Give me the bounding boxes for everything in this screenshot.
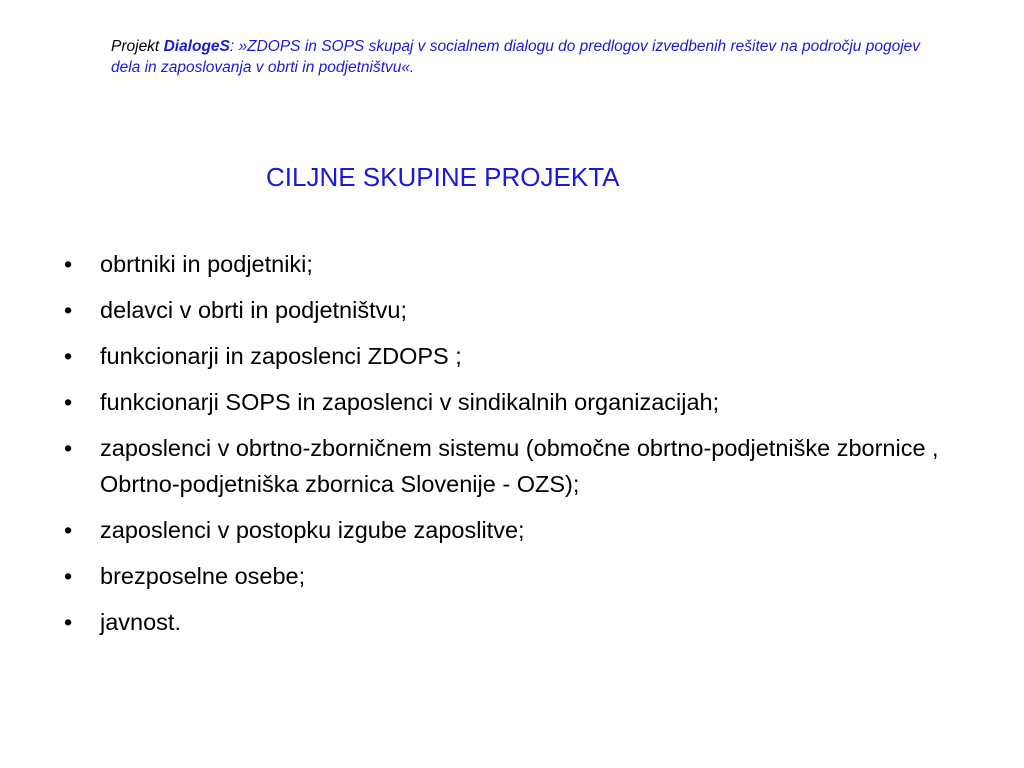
list-item-text: zaposlenci v obrtno-zborničnem sistemu (območne obrtno-podjetniške zbornice , Obrtno-podjetniška zbornica Slovenije - OZS); (100, 435, 939, 497)
list-item-text: javnost. (100, 609, 181, 635)
list-item-text: delavci v obrti in podjetništvu; (100, 297, 407, 323)
project-header (111, 36, 941, 78)
list-item (58, 604, 988, 640)
bullet-icon: • (64, 343, 73, 369)
list-item (58, 512, 988, 548)
list-item-text: obrtniki in podjetniki; (100, 251, 313, 277)
list-item (58, 430, 988, 502)
bullet-icon: • (64, 609, 73, 635)
list-item (58, 292, 988, 328)
target-groups-list (58, 246, 988, 650)
bullet-icon: • (64, 389, 73, 415)
list-item-text: funkcionarji in zaposlenci ZDOPS ; (100, 343, 462, 369)
list-item (58, 384, 988, 420)
bullet-icon: • (64, 435, 73, 461)
project-prefix: Projekt (111, 38, 164, 55)
list-item-text: zaposlenci v postopku izgube zaposlitve; (100, 517, 525, 543)
project-description: : »ZDOPS in SOPS skupaj v socialnem dialogu do predlogov izvedbenih rešitev na področju pogojev dela in zaposlovanja v obrti in podjetništvu«. (111, 38, 921, 76)
bullet-icon: • (64, 517, 73, 543)
bullet-icon: • (64, 563, 73, 589)
list-item-text: funkcionarji SOPS in zaposlenci v sindikalnih organizacijah; (100, 389, 720, 415)
project-name: DialogeS (163, 38, 230, 55)
list-item (58, 246, 988, 282)
slide-title: CILJNE SKUPINE PROJEKTA (266, 162, 620, 192)
bullet-icon: • (64, 251, 73, 277)
list-item (58, 558, 988, 594)
bullet-icon: • (64, 297, 73, 323)
list-item (58, 338, 988, 374)
list-item-text: brezposelne osebe; (100, 563, 306, 589)
